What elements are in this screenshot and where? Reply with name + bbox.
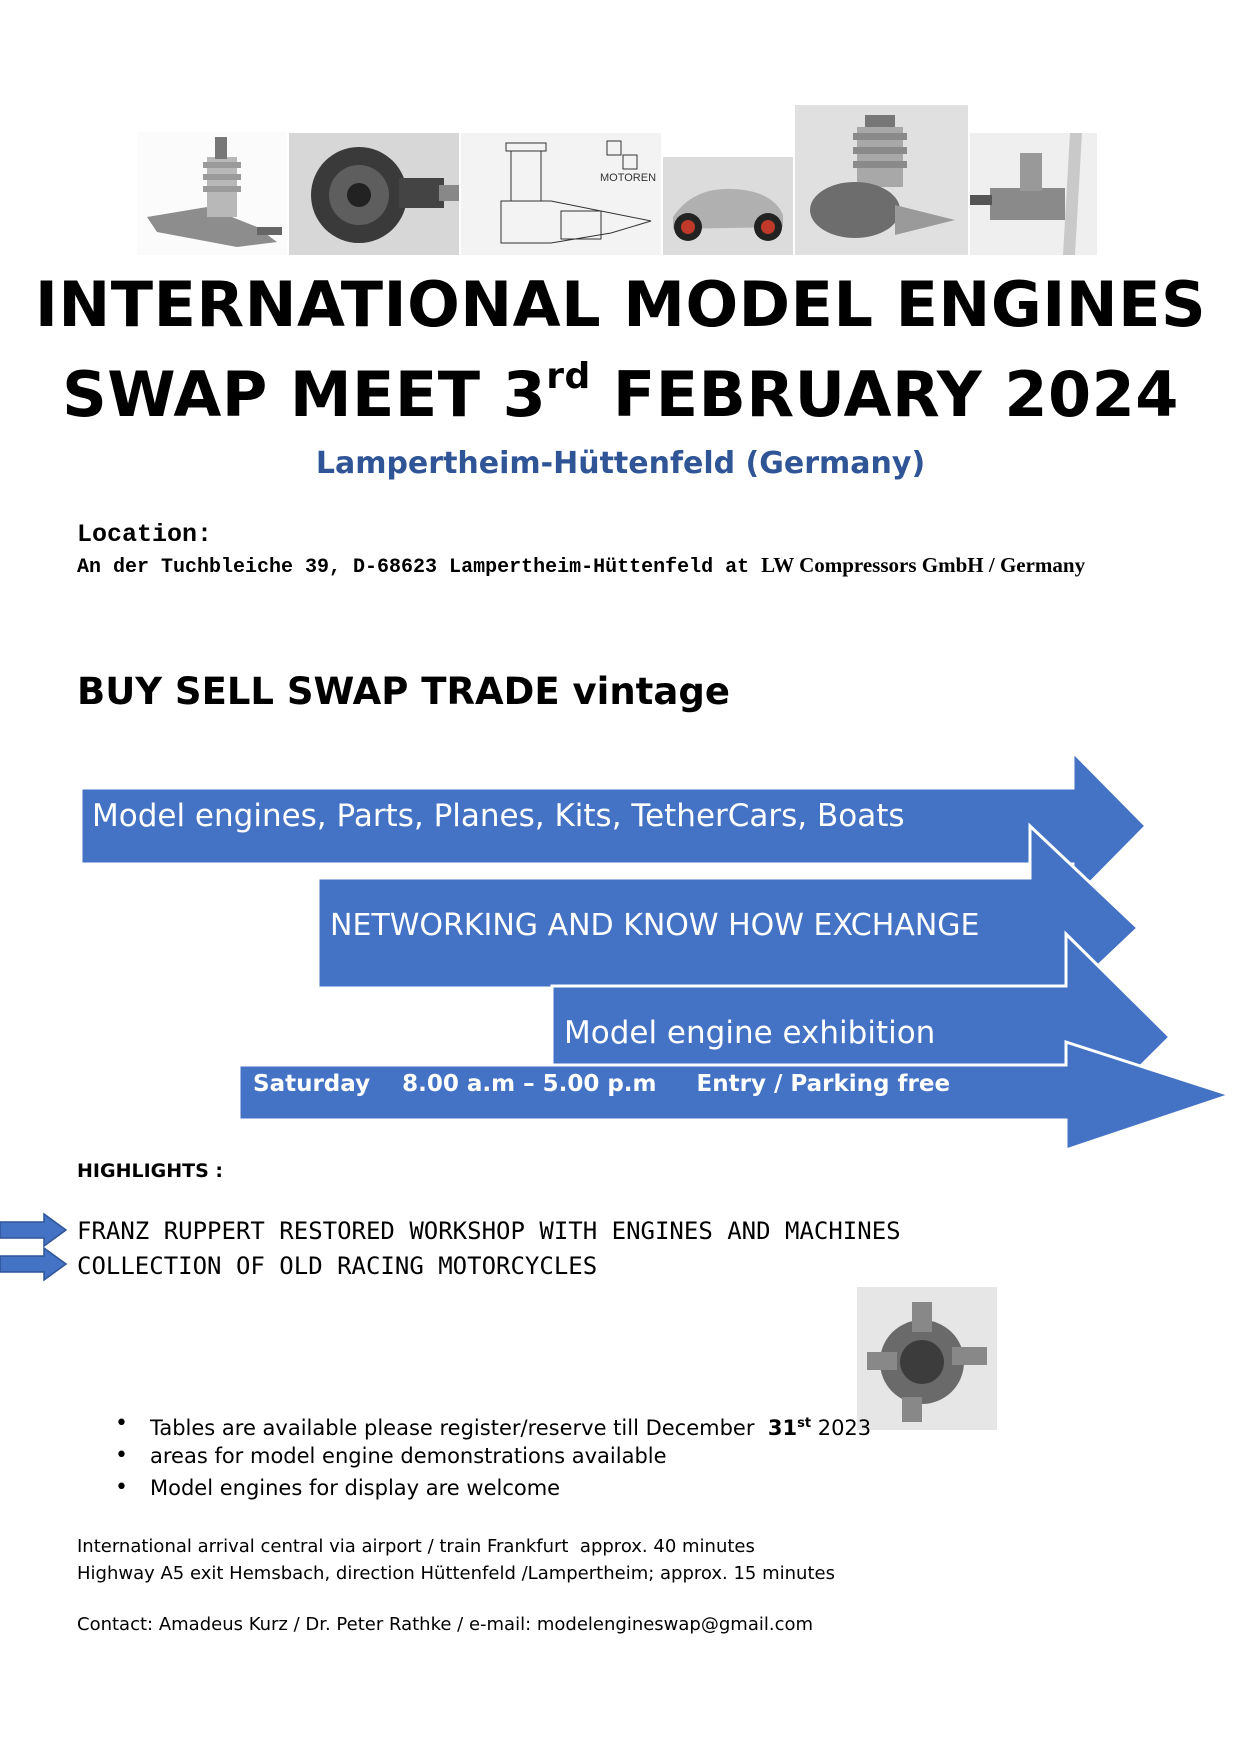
company-name: LW Compressors GmbH / Germany bbox=[761, 553, 1086, 577]
arrow-1-text: Model engines, Parts, Planes, Kits, TetherCars, Boats bbox=[92, 798, 905, 834]
glow-engine-photo bbox=[137, 132, 287, 255]
title-ordinal-suffix: rd bbox=[546, 356, 591, 397]
highlight-item-2: COLLECTION OF OLD RACING MOTORCYCLES bbox=[77, 1252, 598, 1280]
bullet-2-text: areas for model engine demonstrations available bbox=[150, 1444, 667, 1468]
title-line-2-prefix: SWAP MEET 3 bbox=[62, 358, 547, 431]
location-address bbox=[77, 553, 1085, 579]
bullet-item bbox=[110, 1408, 871, 1440]
travel-line-1: International arrival central via airport / train Frankfurt approx. 40 minutes bbox=[77, 1536, 755, 1557]
event-title-line-1: INTERNATIONAL MODEL ENGINES bbox=[34, 268, 1207, 341]
bullet-item bbox=[110, 1440, 871, 1472]
info-bullet-list bbox=[110, 1408, 871, 1504]
bullet-1-text: Tables are available please register/reserve till December bbox=[150, 1416, 768, 1440]
vintage-engine-photo bbox=[795, 105, 968, 255]
address-text: An der Tuchbleiche 39, D-68623 Lampertheim-Hüttenfeld at bbox=[77, 556, 762, 579]
bullet-1-ordinal: st bbox=[797, 1416, 812, 1431]
bullet-3-text: Model engines for display are welcome bbox=[150, 1476, 561, 1500]
pb-motoren-drawing bbox=[461, 133, 661, 255]
highlight-arrow-icon bbox=[0, 1246, 70, 1282]
event-subtitle: Lampertheim-Hüttenfeld (Germany) bbox=[315, 446, 926, 481]
buy-sell-heading: BUY SELL SWAP TRADE vintage bbox=[77, 670, 730, 713]
arrow-4-text: Saturday 8.00 a.m – 5.00 p.m Entry / Parking free bbox=[253, 1071, 951, 1097]
tether-car-photo bbox=[663, 157, 793, 255]
bullet-1-day: 31 bbox=[767, 1416, 798, 1440]
location-label: Location: bbox=[77, 520, 213, 549]
event-title-line-2 bbox=[0, 358, 1241, 431]
radial-engine-photo bbox=[289, 133, 459, 255]
engine-with-propeller-photo bbox=[970, 133, 1097, 255]
title-line-2-suffix: FEBRUARY 2024 bbox=[590, 358, 1179, 431]
radial-engine-small-photo bbox=[857, 1287, 997, 1430]
arrow-3-text: Model engine exhibition bbox=[564, 1015, 936, 1051]
arrow-2-text: NETWORKING AND KNOW HOW EXCHANGE bbox=[330, 908, 980, 943]
svg-text:MOTOREN: MOTOREN bbox=[600, 172, 657, 184]
highlights-label: HIGHLIGHTS : bbox=[77, 1160, 223, 1182]
bullet-1-year: 2023 bbox=[811, 1416, 872, 1440]
highlight-item-1: FRANZ RUPPERT RESTORED WORKSHOP WITH ENGINES AND MACHINES bbox=[77, 1217, 901, 1245]
highlight-arrow-icon bbox=[0, 1212, 70, 1248]
bullet-item bbox=[110, 1472, 871, 1504]
travel-line-2: Highway A5 exit Hemsbach, direction Hüttenfeld /Lampertheim; approx. 15 minutes bbox=[77, 1563, 835, 1584]
contact-line: Contact: Amadeus Kurz / Dr. Peter Rathke / e-mail: modelengineswap@gmail.com bbox=[77, 1614, 814, 1635]
